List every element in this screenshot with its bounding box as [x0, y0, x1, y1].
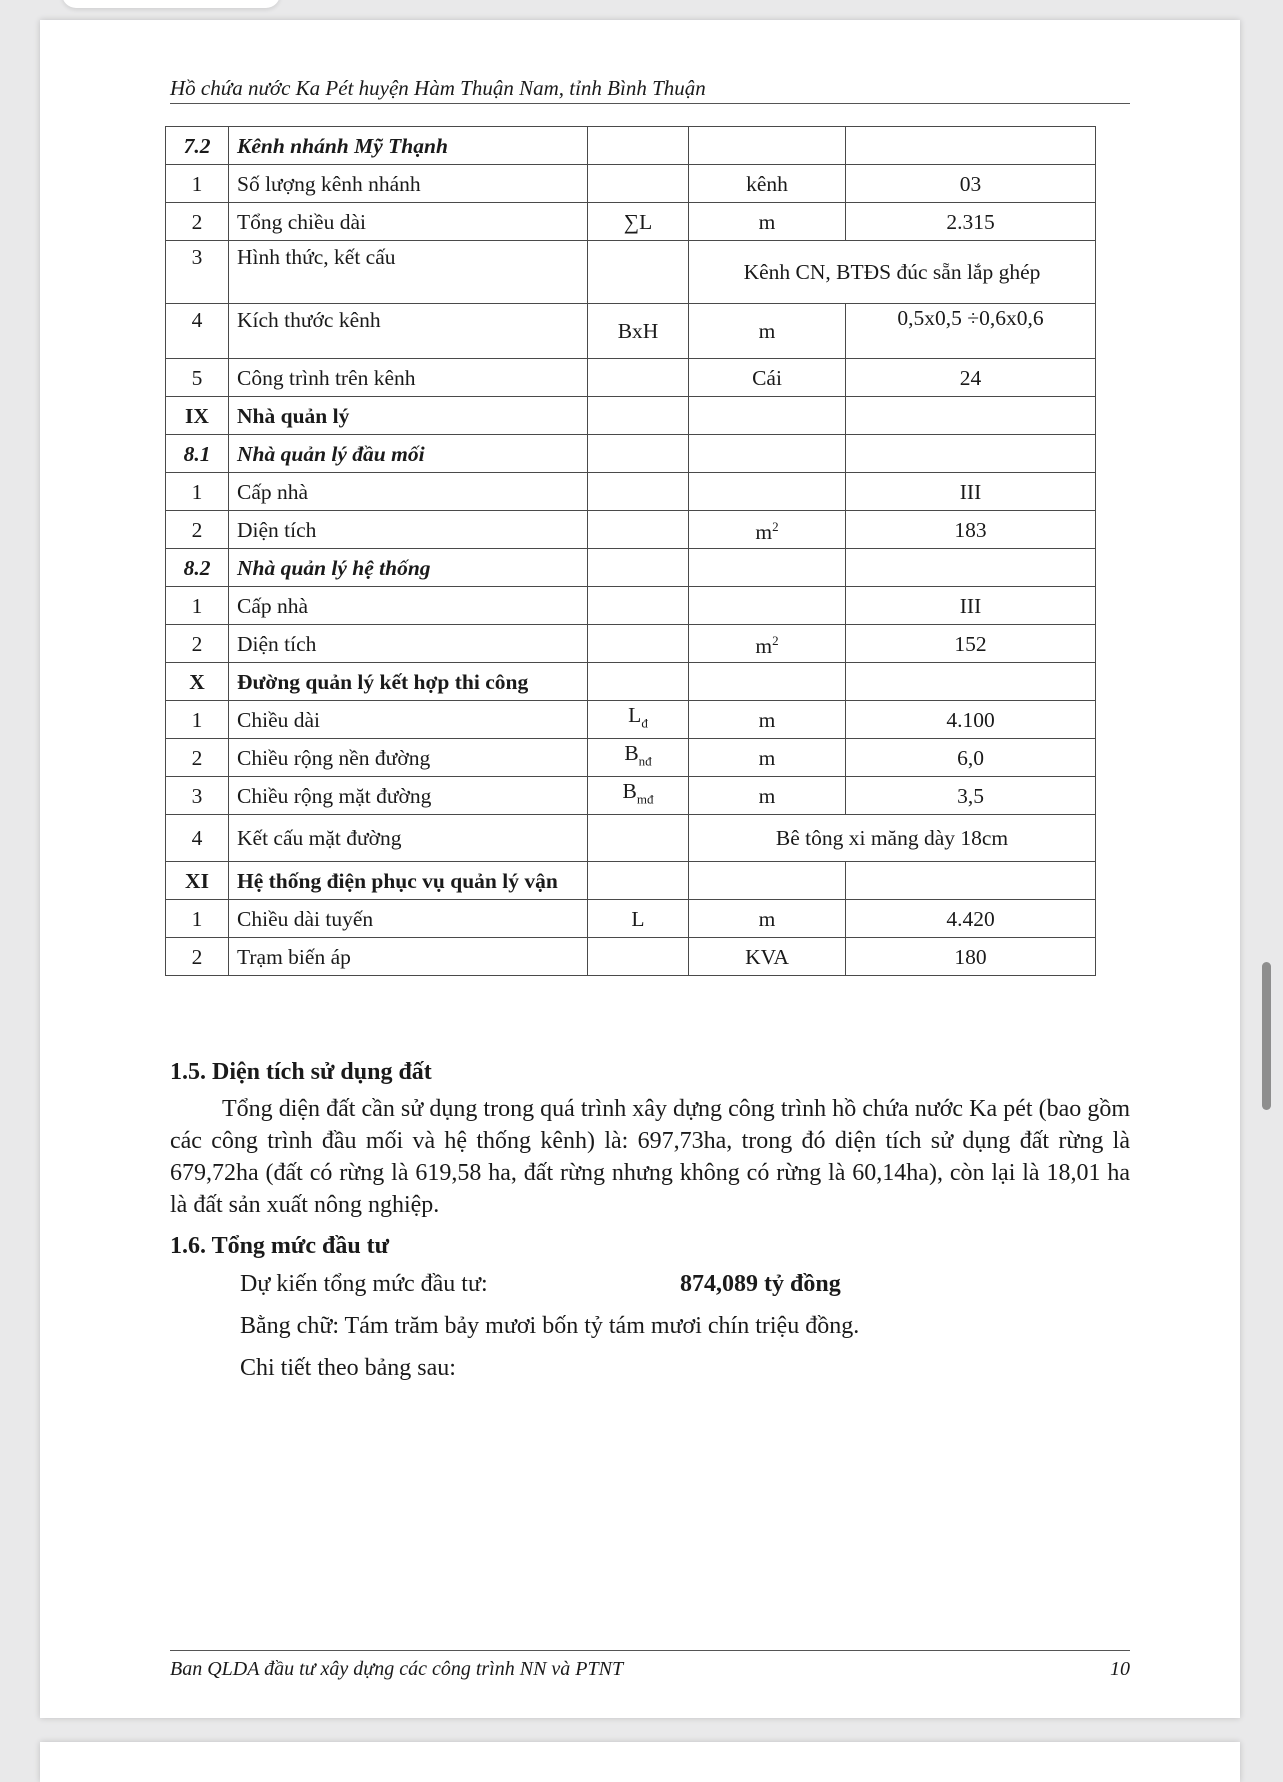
- row-number: 2: [166, 203, 229, 241]
- page-header: [170, 75, 1130, 104]
- row-value: III: [846, 587, 1096, 625]
- row-number: 3: [166, 241, 229, 304]
- footer-org: Ban QLDA đầu tư xây dựng các công trình NN và PTNT: [170, 1658, 624, 1680]
- row-unit: kênh: [689, 165, 846, 203]
- table-row: [166, 777, 1096, 815]
- previous-page-edge: [62, 0, 280, 8]
- row-item: Chiều dài: [229, 701, 588, 739]
- row-item: Diện tích: [229, 625, 588, 663]
- row-item: Số lượng kênh nhánh: [229, 165, 588, 203]
- table-row: [166, 241, 1096, 304]
- row-item: Kênh nhánh Mỹ Thạnh: [229, 127, 588, 165]
- investment-estimate: [240, 1263, 1130, 1305]
- page-footer: [170, 1650, 1130, 1682]
- row-number: 1: [166, 900, 229, 938]
- section-heading-land: 1.5. Diện tích sử dụng đất: [170, 1059, 432, 1085]
- row-merged-value: Kênh CN, BTĐS đúc sẵn lắp ghép: [689, 241, 1096, 304]
- row-symbol: BxH: [588, 304, 689, 359]
- table-row: [166, 739, 1096, 777]
- scrollbar-thumb[interactable]: [1262, 962, 1271, 1110]
- row-item: Hệ thống điện phục vụ quản lý vận: [229, 862, 588, 900]
- table-row: [166, 435, 1096, 473]
- row-item: Cấp nhà: [229, 587, 588, 625]
- row-symbol: ∑L: [588, 203, 689, 241]
- row-number: 4: [166, 815, 229, 862]
- row-unit: KVA: [689, 938, 846, 976]
- page-number: 10: [1110, 1658, 1130, 1680]
- row-symbol: $B_{mđ}$: [588, 777, 689, 815]
- row-number: 4: [166, 304, 229, 359]
- detail-note: Chi tiết theo bảng sau:: [240, 1355, 456, 1381]
- row-item: Chiều dài tuyến: [229, 900, 588, 938]
- document-body: [170, 1055, 1130, 1389]
- table-row: [166, 938, 1096, 976]
- next-page-edge: [40, 1742, 1240, 1782]
- table-row: [166, 473, 1096, 511]
- row-value: 3,5: [846, 777, 1096, 815]
- section-heading-investment: 1.6. Tổng mức đầu tư: [170, 1233, 390, 1259]
- row-unit: $m^2$: [689, 511, 846, 549]
- technical-specs-table: [165, 126, 1096, 976]
- row-item: Chiều rộng mặt đường: [229, 777, 588, 815]
- row-number: IX: [166, 397, 229, 435]
- row-unit: m: [689, 900, 846, 938]
- row-symbol: [588, 165, 689, 203]
- row-value: 6,0: [846, 739, 1096, 777]
- row-unit: m: [689, 203, 846, 241]
- table-row: [166, 900, 1096, 938]
- row-number: 1: [166, 473, 229, 511]
- row-number: 2: [166, 625, 229, 663]
- table-row: [166, 165, 1096, 203]
- row-unit: m: [689, 304, 846, 359]
- row-item: Chiều rộng nền đường: [229, 739, 588, 777]
- row-number: 1: [166, 701, 229, 739]
- row-number: 2: [166, 511, 229, 549]
- row-value: 183: [846, 511, 1096, 549]
- table-row: [166, 625, 1096, 663]
- header-title: Hồ chứa nước Ka Pét huyện Hàm Thuận Nam, tỉnh Bình Thuận: [170, 76, 706, 100]
- row-number: 1: [166, 165, 229, 203]
- row-value: 24: [846, 359, 1096, 397]
- row-unit: $m^2$: [689, 625, 846, 663]
- row-unit: m: [689, 701, 846, 739]
- row-value: 2.315: [846, 203, 1096, 241]
- row-symbol: $L_đ$: [588, 701, 689, 739]
- table-row: [166, 663, 1096, 701]
- estimate-value: 874,089 tỷ đồng: [680, 1271, 841, 1297]
- land-use-paragraph: Tổng diện đất cần sử dụng trong quá trình xây dựng công trình hồ chứa nước Ka pét (bao gồm các công trình đầu mối và hệ thống kênh) là: 697,73ha, trong đó diện tích sử dụng đất rừng là 679,72ha (đất có rừng là 619,58 ha, đất rừng nhưng không có rừng là 60,14ha), còn lại là 18,01 ha là đất sản xuất nông nghiệp.: [170, 1096, 1130, 1218]
- row-number: 5: [166, 359, 229, 397]
- row-unit: Cái: [689, 359, 846, 397]
- table-row: [166, 549, 1096, 587]
- row-number: 2: [166, 938, 229, 976]
- row-number: XI: [166, 862, 229, 900]
- row-number: X: [166, 663, 229, 701]
- row-number: 2: [166, 739, 229, 777]
- amount-in-words: Bằng chữ: Tám trăm bảy mươi bốn tỷ tám mươi chín triệu đồng.: [240, 1313, 860, 1339]
- row-unit: m: [689, 739, 846, 777]
- row-number: 1: [166, 587, 229, 625]
- table-row: [166, 815, 1096, 862]
- table-row: [166, 701, 1096, 739]
- row-value: III: [846, 473, 1096, 511]
- row-value: 4.100: [846, 701, 1096, 739]
- row-number: 8.1: [166, 435, 229, 473]
- estimate-label: Dự kiến tổng mức đầu tư:: [240, 1271, 488, 1297]
- row-item: Tổng chiều dài: [229, 203, 588, 241]
- row-item: Diện tích: [229, 511, 588, 549]
- row-item: Nhà quản lý hệ thống: [229, 549, 588, 587]
- row-unit: m: [689, 777, 846, 815]
- row-item: Nhà quản lý đầu mối: [229, 435, 588, 473]
- table-row: [166, 397, 1096, 435]
- row-item: Trạm biến áp: [229, 938, 588, 976]
- row-number: 3: [166, 777, 229, 815]
- table-row: [166, 203, 1096, 241]
- row-number: 7.2: [166, 127, 229, 165]
- table-row: [166, 511, 1096, 549]
- row-symbol: $B_{nđ}$: [588, 739, 689, 777]
- row-value: 4.420: [846, 900, 1096, 938]
- row-item: Hình thức, kết cấu: [229, 241, 588, 304]
- row-item: Kích thước kênh: [229, 304, 588, 359]
- row-merged-value: Bê tông xi măng dày 18cm: [689, 815, 1096, 862]
- row-item: Kết cấu mặt đường: [229, 815, 588, 862]
- row-item: Cấp nhà: [229, 473, 588, 511]
- table-row: [166, 359, 1096, 397]
- row-value: 03: [846, 165, 1096, 203]
- row-value: 152: [846, 625, 1096, 663]
- row-item: Công trình trên kênh: [229, 359, 588, 397]
- table-row: [166, 304, 1096, 359]
- row-value: 0,5x0,5 ÷0,6x0,6: [897, 306, 1044, 330]
- row-value: 180: [846, 938, 1096, 976]
- row-item: Nhà quản lý: [229, 397, 588, 435]
- table-row: [166, 862, 1096, 900]
- table-row: [166, 127, 1096, 165]
- table-row: [166, 587, 1096, 625]
- row-item: Đường quản lý kết hợp thi công: [229, 663, 588, 701]
- row-number: 8.2: [166, 549, 229, 587]
- row-symbol: L: [588, 900, 689, 938]
- row-symbol: [588, 359, 689, 397]
